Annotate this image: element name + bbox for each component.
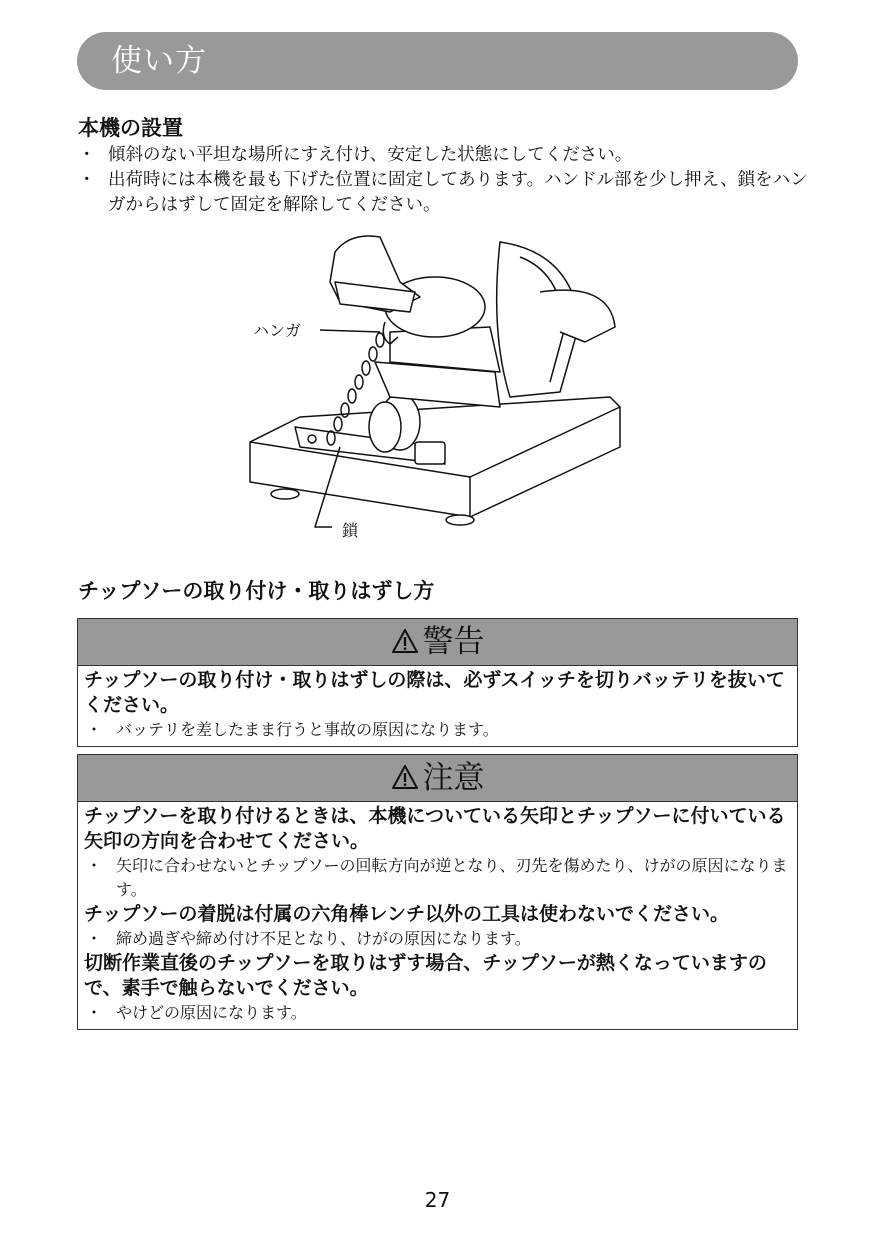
label-chain: 鎖: [342, 521, 359, 540]
setup-heading: 本機の設置: [78, 116, 183, 140]
caution-note-3: [84, 1001, 791, 1025]
bullet-symbol: ・: [78, 170, 96, 190]
caution-main-3: 切断作業直後のチップソーを取りはずす場合、チップソーが熱くなっていますので、素手で触らないでください。: [84, 952, 767, 999]
caution-note-2: [84, 927, 791, 951]
caution-main-1: チップソーを取り付けるときは、本機についている矢印とチップソーに付いている矢印の方向を合わせてください。: [84, 805, 786, 852]
page-title: 使い方: [111, 43, 207, 79]
warning-note-text: バッテリを差したまま行うと事故の原因になります。: [116, 720, 499, 739]
bullet-symbol: ・: [86, 720, 103, 739]
setup-bullet-list: [78, 143, 808, 218]
hanger-leader: [320, 330, 380, 332]
caution-note-1-text: 矢印に合わせないとチップソーの回転方向が逆となり、刃先を傷めたり、けがの原因になります。: [116, 856, 788, 899]
page-number: 27: [424, 1188, 451, 1212]
caution-main-2: チップソーの着脱は付属の六角棒レンチ以外の工具は使わないでください。: [84, 903, 729, 925]
setup-bullet-1: [78, 143, 808, 168]
warning-note: [84, 718, 791, 742]
setup-bullet-2: [78, 168, 808, 218]
header-bar: [77, 32, 798, 90]
warning-triangle-icon: [391, 628, 419, 654]
foot-right: [446, 515, 474, 525]
saw-heading: チップソーの取り付け・取りはずし方: [78, 579, 435, 603]
bullet-symbol: ・: [78, 145, 96, 165]
warning-main-text: チップソーの取り付け・取りはずしの際は、必ずスイッチを切りバッテリを抜いてください。: [84, 669, 785, 716]
caution-note-1: [84, 854, 791, 902]
caution-note-2-text: 締め過ぎや締め付け不足となり、けがの原因になります。: [116, 929, 531, 948]
bullet-symbol: ・: [86, 856, 103, 875]
caution-triangle-icon: [391, 764, 419, 790]
setup-bullet-text: 傾斜のない平坦な場所にすえ付け、安定した状態にしてください。: [108, 145, 633, 165]
warning-box: [77, 618, 798, 747]
foot-left: [271, 489, 299, 499]
caution-note-3-text: やけどの原因になります。: [116, 1003, 307, 1022]
machine-illustration: [240, 232, 630, 552]
caution-header: [78, 755, 797, 802]
warning-header: [78, 619, 797, 666]
warning-title: 警告: [422, 624, 485, 660]
setup-bullet-text: 出荷時には本機を最も下げた位置に固定してあります。ハンドル部を少し押え、鎖をハンガからはずして固定を解除してください。: [108, 170, 808, 215]
bullet-symbol: ・: [86, 1003, 103, 1022]
caution-box: [77, 754, 798, 1030]
label-hanger: ハンガ: [253, 321, 302, 340]
caution-title: 注意: [422, 760, 485, 796]
chop-saw-drawing: [240, 232, 630, 552]
bullet-symbol: ・: [86, 929, 103, 948]
